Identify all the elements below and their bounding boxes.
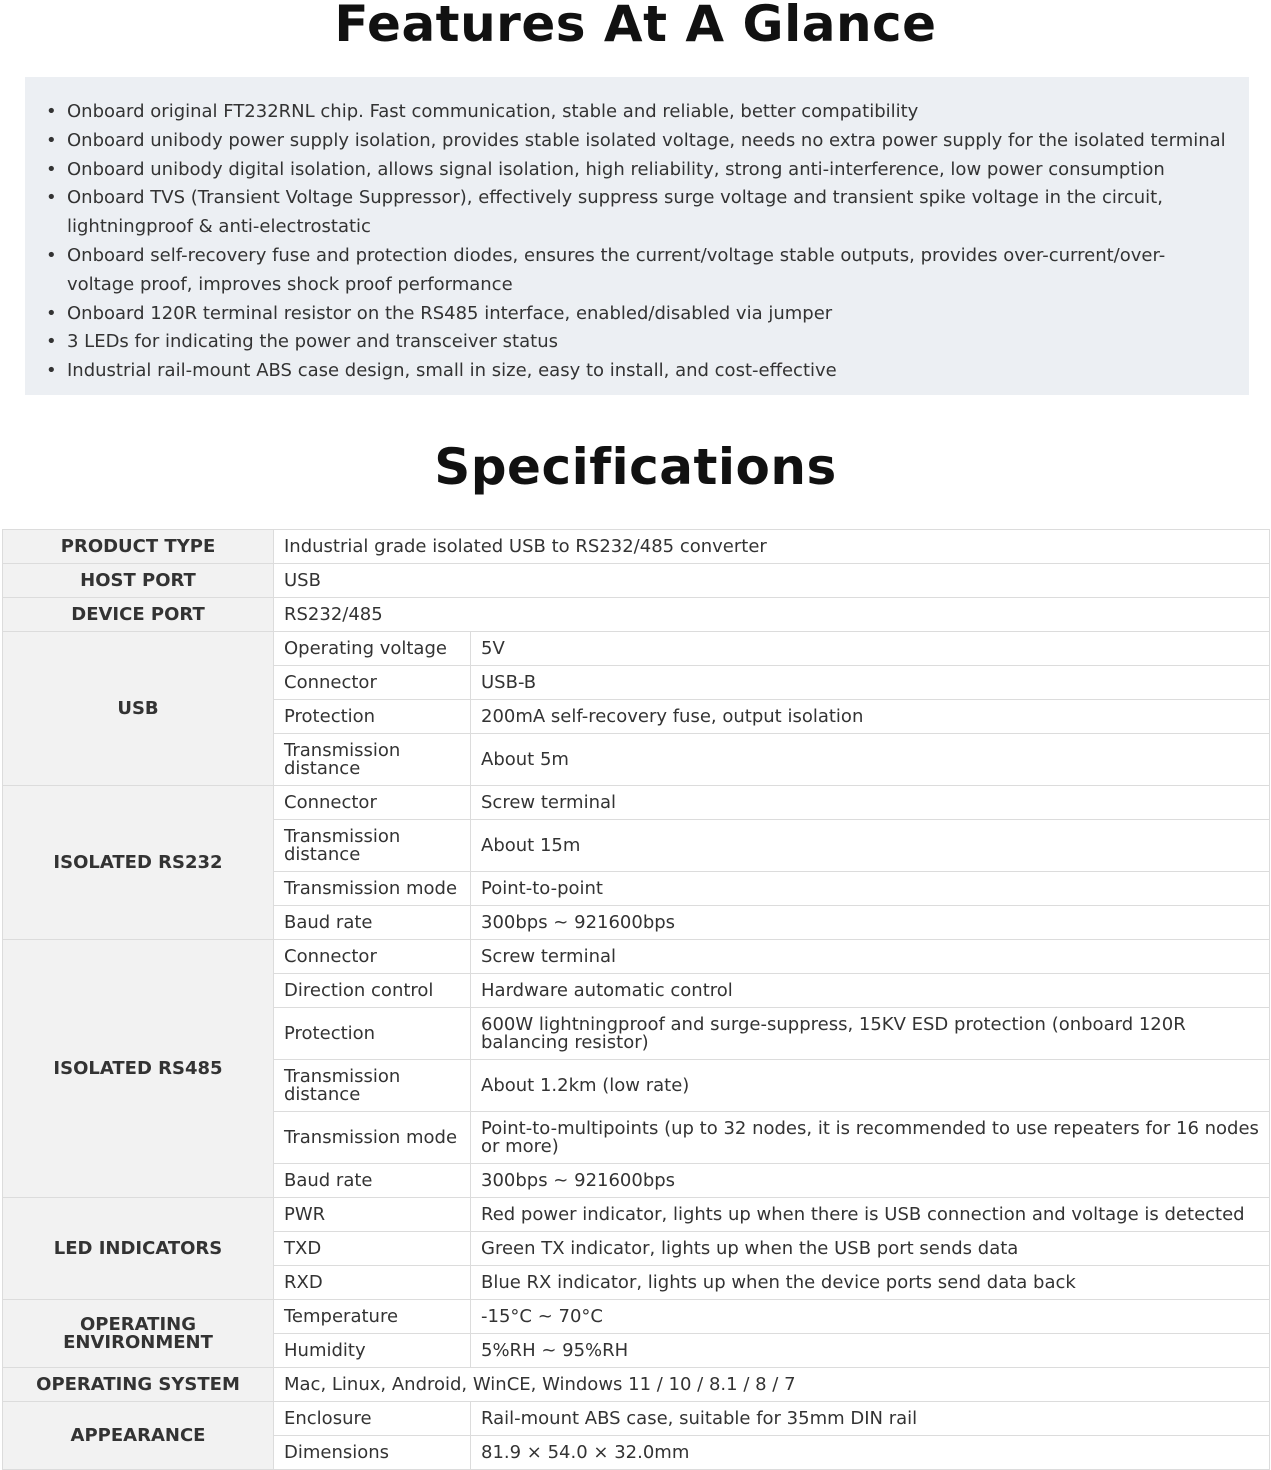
spec-value: 5%RH ~ 95%RH [471,1334,1270,1368]
spec-name: Transmission distance [274,734,471,786]
spec-value: Green TX indicator, lights up when the USB port sends data [471,1232,1270,1266]
spec-name: Operating voltage [274,632,471,666]
spec-value: Blue RX indicator, lights up when the device ports send data back [471,1266,1270,1300]
spec-name: Transmission distance [274,820,471,872]
table-row [3,598,1270,632]
table-row [3,1198,1270,1232]
spec-name: Direction control [274,974,471,1008]
features-list [25,77,1249,386]
spec-name: Transmission distance [274,1060,471,1112]
spec-name: Temperature [274,1300,471,1334]
spec-category: LED INDICATORS [3,1198,274,1300]
spec-value: USB-B [471,666,1270,700]
spec-value: -15°C ~ 70°C [471,1300,1270,1334]
feature-item: • Onboard TVS (Transient Voltage Suppressor), effectively suppress surge voltage and transient spike voltage in the circuit, lightningproof & anti-electrostatic [67,184,1229,242]
table-row [3,1368,1270,1402]
spec-value: Hardware automatic control [471,974,1270,1008]
feature-item: • Onboard unibody digital isolation, allows signal isolation, high reliability, strong anti-interference, low power consumption [67,156,1229,185]
table-row [3,1402,1270,1436]
spec-category: DEVICE PORT [3,598,274,632]
table-row [3,632,1270,666]
spec-category: OPERATING ENVIRONMENT [3,1300,274,1368]
specifications-title: Specifications [434,438,837,496]
spec-value: Red power indicator, lights up when there is USB connection and voltage is detected [471,1198,1270,1232]
feature-item: • Onboard original FT232RNL chip. Fast communication, stable and reliable, better compatibility [67,98,1229,127]
spec-value: About 1.2km (low rate) [471,1060,1270,1112]
spec-category: PRODUCT TYPE [3,530,274,564]
table-row [3,530,1270,564]
spec-name: Connector [274,786,471,820]
spec-value: 200mA self-recovery fuse, output isolation [471,700,1270,734]
spec-name: TXD [274,1232,471,1266]
spec-value: 300bps ~ 921600bps [471,1164,1270,1198]
spec-name: Humidity [274,1334,471,1368]
table-row [3,786,1270,820]
spec-category: APPEARANCE [3,1402,274,1470]
spec-value: 300bps ~ 921600bps [471,906,1270,940]
spec-value: Industrial grade isolated USB to RS232/485 converter [274,530,1270,564]
spec-category: USB [3,632,274,786]
spec-name: Connector [274,666,471,700]
feature-item: • Industrial rail-mount ABS case design, small in size, easy to install, and cost-effective [67,357,1229,386]
feature-item: • Onboard self-recovery fuse and protection diodes, ensures the current/voltage stable outputs, provides over-current/over-voltage proof, improves shock proof performance [67,242,1229,300]
table-row [3,1300,1270,1334]
feature-item: • Onboard unibody power supply isolation, provides stable isolated voltage, needs no extra power supply for the isolated terminal [67,127,1229,156]
spec-category: ISOLATED RS232 [3,786,274,940]
spec-value: About 5m [471,734,1270,786]
spec-name: Protection [274,700,471,734]
spec-value: RS232/485 [274,598,1270,632]
spec-name: Transmission mode [274,1112,471,1164]
spec-name: Connector [274,940,471,974]
spec-value: Point-to-point [471,872,1270,906]
spec-value: Rail-mount ABS case, suitable for 35mm DIN rail [471,1402,1270,1436]
spec-value: Screw terminal [471,786,1270,820]
spec-name: RXD [274,1266,471,1300]
spec-name: PWR [274,1198,471,1232]
spec-value: 600W lightningproof and surge-suppress, 15KV ESD protection (onboard 120R balancing resistor) [471,1008,1270,1060]
spec-name: Baud rate [274,906,471,940]
spec-value: Screw terminal [471,940,1270,974]
spec-name: Protection [274,1008,471,1060]
spec-category: ISOLATED RS485 [3,940,274,1198]
spec-value: Point-to-multipoints (up to 32 nodes, it is recommended to use repeaters for 16 nodes or more) [471,1112,1270,1164]
table-row [3,940,1270,974]
spec-value: About 15m [471,820,1270,872]
spec-category: OPERATING SYSTEM [3,1368,274,1402]
spec-value: Mac, Linux, Android, WinCE, Windows 11 / 10 / 8.1 / 8 / 7 [274,1368,1270,1402]
spec-value: USB [274,564,1270,598]
spec-name: Baud rate [274,1164,471,1198]
spec-category: HOST PORT [3,564,274,598]
spec-value: 81.9 × 54.0 × 32.0mm [471,1436,1270,1470]
feature-item: • 3 LEDs for indicating the power and transceiver status [67,328,1229,357]
feature-item: • Onboard 120R terminal resistor on the RS485 interface, enabled/disabled via jumper [67,300,1229,329]
table-row [3,564,1270,598]
spec-name: Enclosure [274,1402,471,1436]
spec-value: 5V [471,632,1270,666]
specifications-table [2,529,1270,1470]
spec-name: Dimensions [274,1436,471,1470]
features-box [25,77,1249,395]
spec-name: Transmission mode [274,872,471,906]
features-title: Features At A Glance [334,0,937,53]
